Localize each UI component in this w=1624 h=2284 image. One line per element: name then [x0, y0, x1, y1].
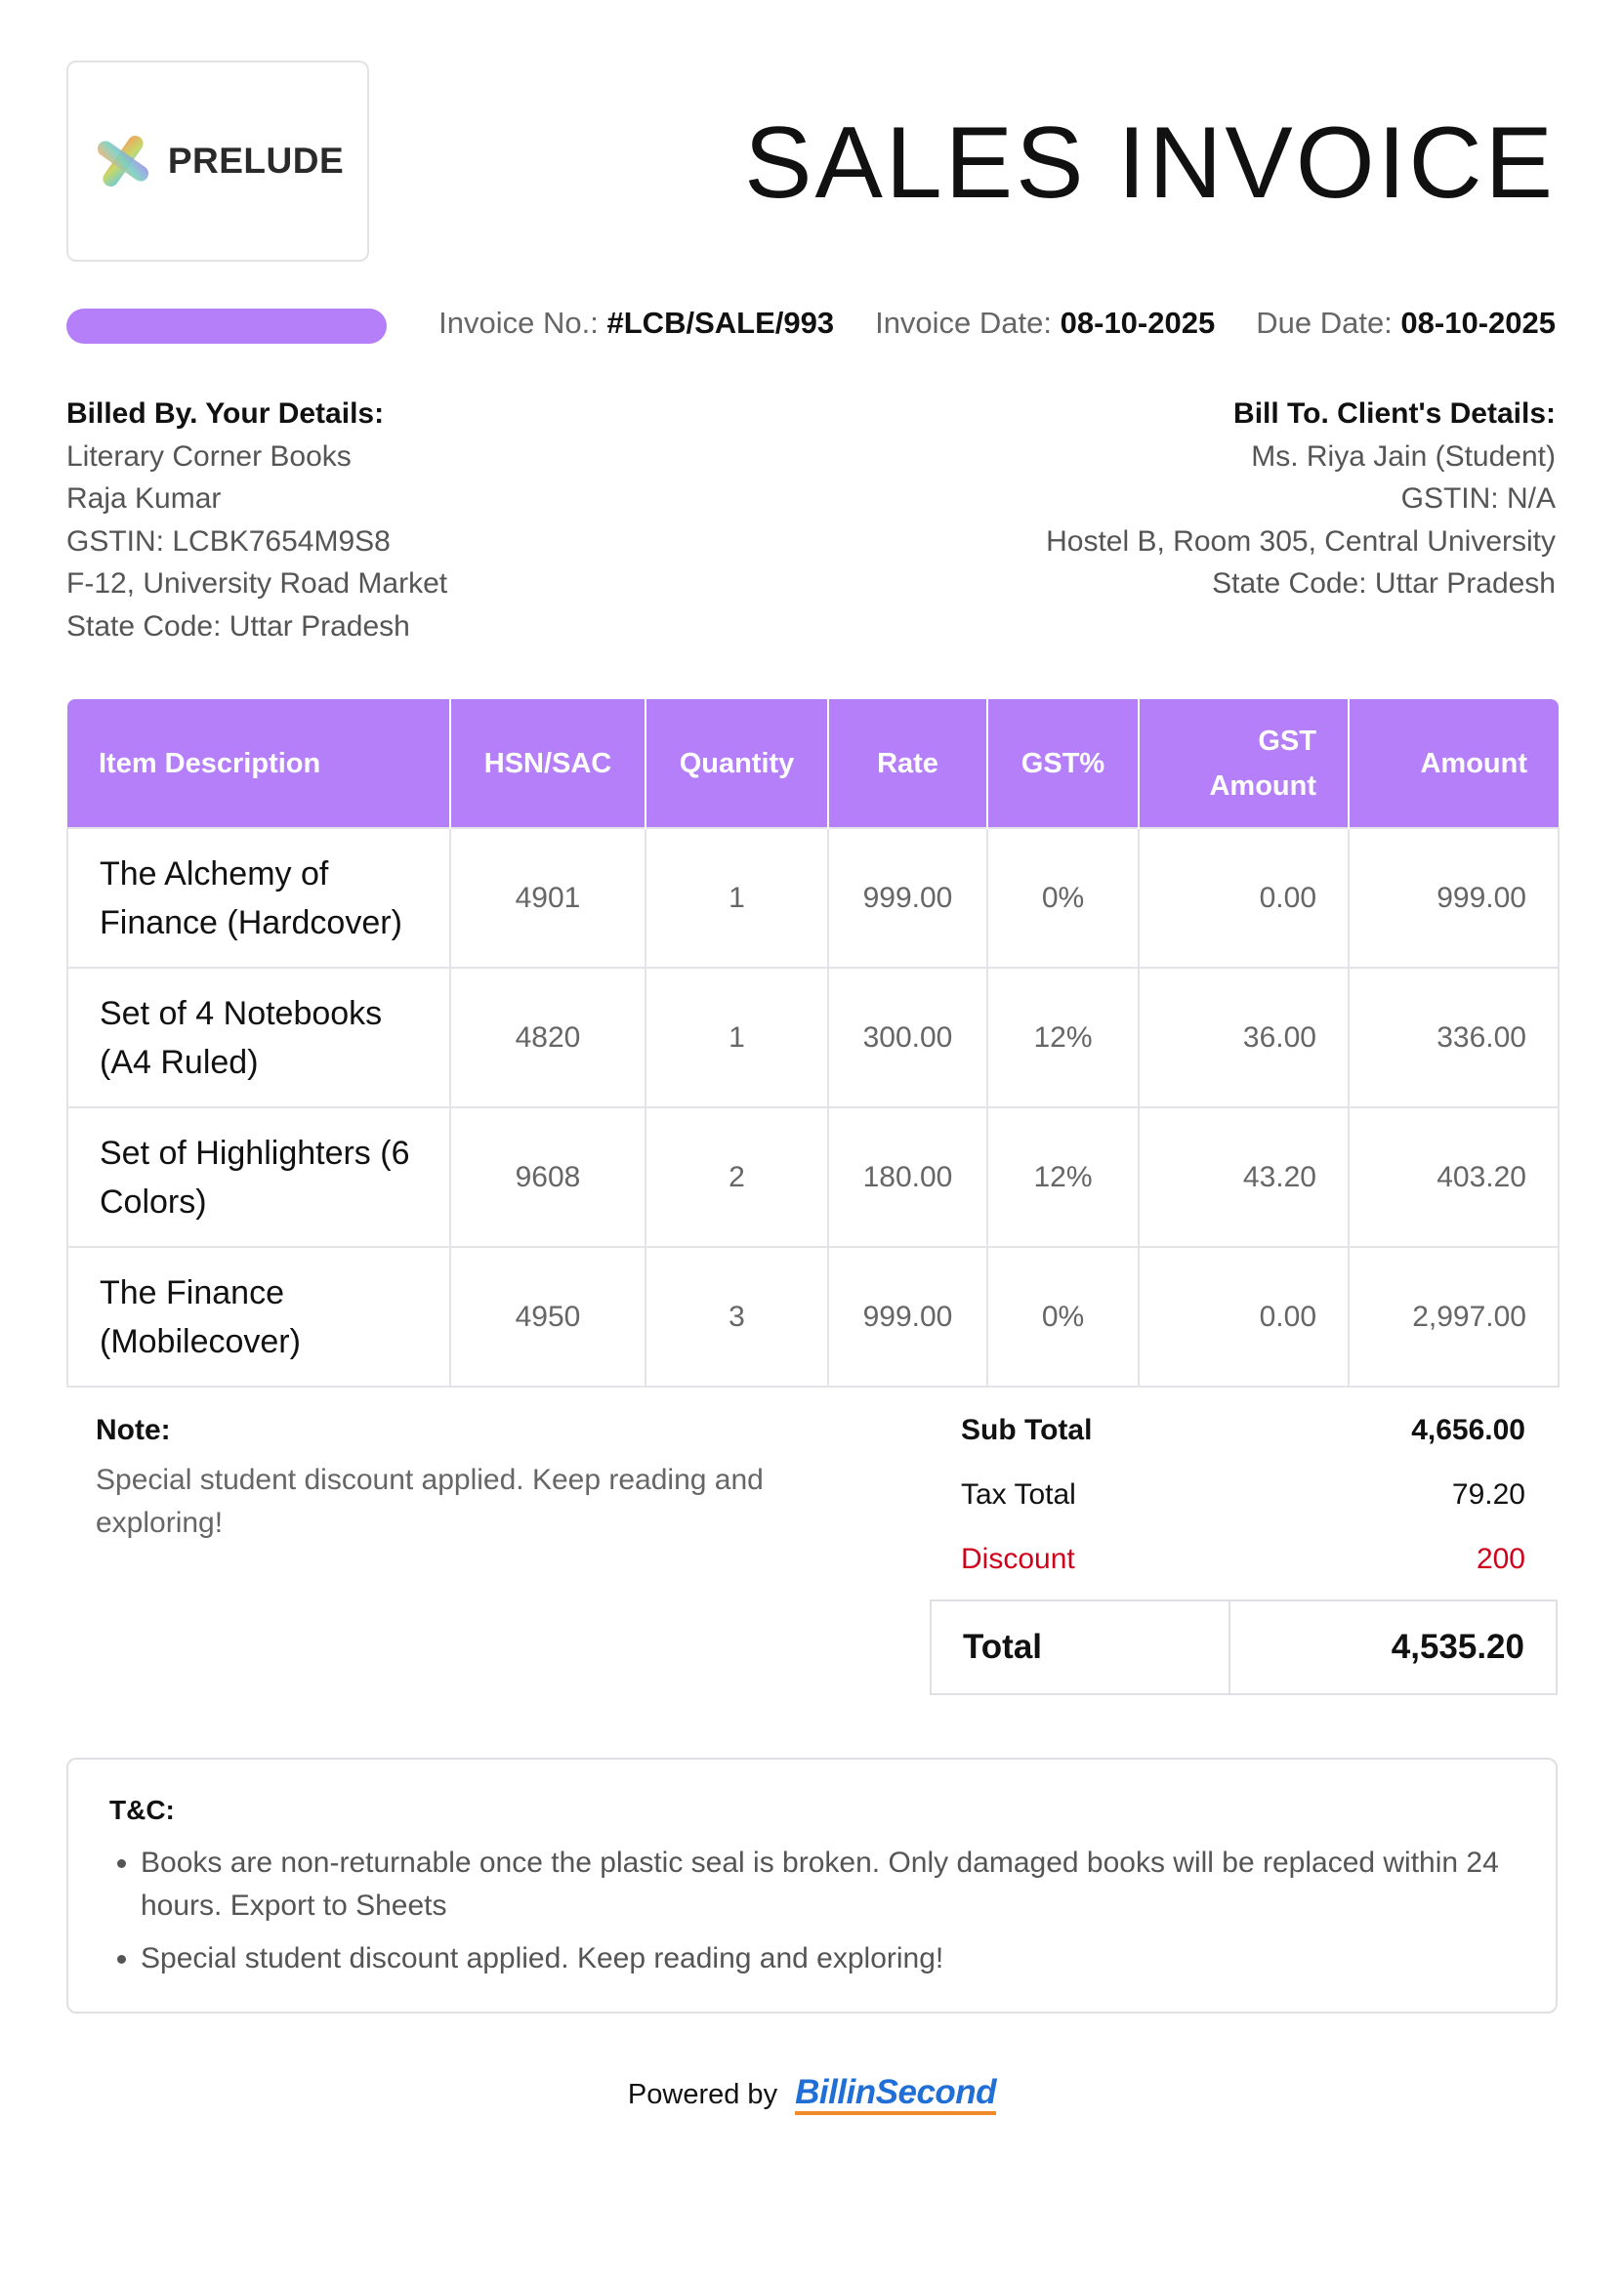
- hsn-cell: 4820: [450, 968, 645, 1107]
- quantity-cell: 1: [645, 828, 828, 968]
- note-label: Note:: [96, 1414, 171, 1446]
- hsn-cell: 9608: [450, 1107, 645, 1247]
- terms-and-conditions: [66, 1758, 1558, 2014]
- hsn-cell: 4901: [450, 828, 645, 968]
- gst-percent-cell: 12%: [987, 1107, 1139, 1247]
- table-row: [67, 1107, 1559, 1247]
- billinsecond-logo: BillinSecond: [795, 2074, 996, 2115]
- column-header: Quantity: [645, 699, 828, 828]
- tax-total-label: Tax Total: [961, 1478, 1076, 1511]
- sub-total-label: Sub Total: [961, 1414, 1093, 1446]
- logo: [66, 61, 369, 262]
- column-header: Item Description: [67, 699, 450, 828]
- due-date: Due Date: 08-10-2025: [1256, 306, 1556, 340]
- quantity-cell: 3: [645, 1247, 828, 1387]
- gst-amount-cell: 0.00: [1139, 828, 1349, 968]
- gst-amount-cell: 43.20: [1139, 1107, 1349, 1247]
- column-header: Rate: [828, 699, 987, 828]
- gst-percent-cell: 0%: [987, 828, 1139, 968]
- item-description: The Finance (Mobilecover): [67, 1247, 450, 1387]
- tnc-item: • Special student discount applied. Keep reading and exploring!: [141, 1937, 1517, 1980]
- accent-bar: [66, 309, 387, 344]
- note-text: Special student discount applied. Keep reading and exploring!: [96, 1464, 764, 1539]
- invoice-number: Invoice No.: #LCB/SALE/993: [438, 306, 835, 340]
- footer: [0, 2074, 1624, 2115]
- column-header: HSN/SAC: [450, 699, 645, 828]
- billed-by-section: [66, 393, 447, 647]
- rate-cell: 999.00: [828, 828, 987, 968]
- amount-cell: 999.00: [1349, 828, 1559, 968]
- item-description: Set of 4 Notebooks (A4 Ruled): [67, 968, 450, 1107]
- column-header: GST Amount: [1139, 699, 1349, 828]
- column-header: GST%: [987, 699, 1139, 828]
- amount-cell: 403.20: [1349, 1107, 1559, 1247]
- rate-cell: 300.00: [828, 968, 987, 1107]
- amount-cell: 336.00: [1349, 968, 1559, 1107]
- billed-by-line: F-12, University Road Market: [66, 567, 448, 600]
- table-header-row: [67, 699, 1559, 828]
- quantity-cell: 2: [645, 1107, 828, 1247]
- logo-text: PRELUDE: [167, 141, 345, 181]
- bill-to-line: GSTIN: N/A: [1400, 482, 1556, 515]
- page-title: SALES INVOICE: [744, 106, 1556, 220]
- invoice-meta: [438, 306, 1556, 341]
- table-row: [67, 968, 1559, 1107]
- item-description: The Alchemy of Finance (Hardcover): [67, 828, 450, 968]
- bill-to-heading: Bill To. Client's Details:: [1233, 397, 1556, 430]
- total-label: Total: [932, 1601, 1230, 1693]
- tax-total-row: [961, 1478, 1525, 1512]
- discount-row: [961, 1543, 1525, 1576]
- billed-by-line: Raja Kumar: [66, 482, 222, 515]
- column-header: Amount: [1420, 747, 1527, 779]
- tnc-item: • Books are non-returnable once the plastic seal is broken. Only damaged books will be replaced within 24 hours. Export to Sheets: [141, 1842, 1517, 1928]
- discount-label: Discount: [961, 1543, 1075, 1575]
- bill-to-line: Hostel B, Room 305, Central University: [1046, 524, 1556, 558]
- item-description: Set of Highlighters (6 Colors): [67, 1107, 450, 1247]
- prelude-logo-icon: [92, 130, 154, 192]
- items-table: [66, 699, 1560, 1388]
- discount-value: 200: [1476, 1543, 1525, 1575]
- gst-amount-cell: 36.00: [1139, 968, 1349, 1107]
- rate-cell: 180.00: [828, 1107, 987, 1247]
- gst-percent-cell: 0%: [987, 1247, 1139, 1387]
- gst-percent-cell: 12%: [987, 968, 1139, 1107]
- tnc-list: [109, 1842, 1517, 1980]
- tax-total-value: 79.20: [1451, 1478, 1525, 1511]
- quantity-cell: 1: [645, 968, 828, 1107]
- gst-amount-cell: 0.00: [1139, 1247, 1349, 1387]
- sub-total-value: 4,656.00: [1411, 1414, 1525, 1446]
- billed-by-line: GSTIN: LCBK7654M9S8: [66, 524, 391, 558]
- amount-cell: 2,997.00: [1349, 1247, 1559, 1387]
- total-row: [930, 1599, 1558, 1695]
- bill-to-section: [1046, 393, 1556, 605]
- tnc-label: T&C:: [109, 1795, 175, 1825]
- billed-by-heading: Billed By. Your Details:: [66, 397, 385, 430]
- billed-by-line: State Code: Uttar Pradesh: [66, 609, 410, 643]
- hsn-cell: 4950: [450, 1247, 645, 1387]
- total-value: 4,535.20: [1391, 1628, 1524, 1666]
- bill-to-line: State Code: Uttar Pradesh: [1212, 567, 1556, 600]
- rate-cell: 999.00: [828, 1247, 987, 1387]
- sub-total-row: [961, 1414, 1525, 1447]
- items-table-wrapper: [66, 699, 1558, 1388]
- invoice-date: Invoice Date: 08-10-2025: [875, 306, 1216, 340]
- table-row: [67, 1247, 1559, 1387]
- billed-by-line: Literary Corner Books: [66, 439, 352, 473]
- powered-by-text: Powered by: [627, 2078, 778, 2110]
- table-row: [67, 828, 1559, 968]
- bill-to-line: Ms. Riya Jain (Student): [1251, 439, 1556, 473]
